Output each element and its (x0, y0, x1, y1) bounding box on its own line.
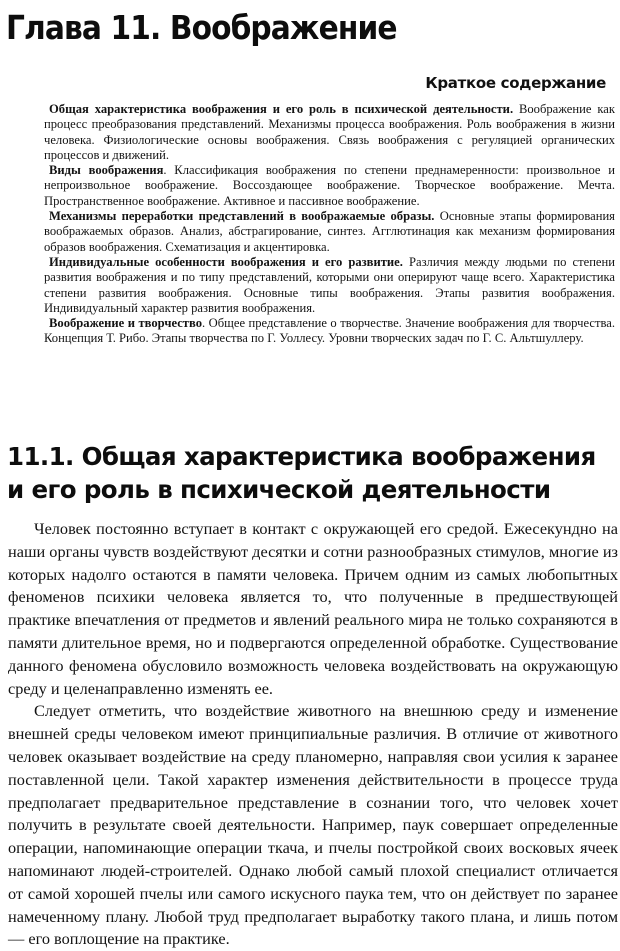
body-paragraph: Человек постоянно вступает в контакт с окружающей его средой. Ежесекундно на наши органы чувств воздействуют десятки и сотни разнообразных стимулов, многие из которых надолго остаются в памяти человека. Причем одним из самых любопытных феноменов психики человека является то, что полученные в предшествующей практике впечатления от предметов и явлений реального мира не только сохраняются в памяти длительное время, но и подвергаются определенной обработке. Существование данного феномена обусловило возможность человека воздействовать на окружающую среду и целенаправленно изменять ее. (8, 519, 618, 698)
section-title-line: 11.1. Общая характеристика воображения (7, 442, 596, 471)
summary-item-text: . Общее представление о творчестве. Значение воображения для творчества. Концепция Т. Рибо. Этапы творчества по Г. Уоллесу. Уровни творческих задач по Г. С. Альтшуллеру. (44, 316, 616, 346)
summary-item-text: Основные этапы формирования воображаемых образов. Анализ, абстрагирование, синтез. Агглютинация как механизм формирования образов воображения. Схематизация и акцентировка. (44, 209, 615, 254)
chapter-summary (44, 101, 615, 347)
summary-item-text: Воображение как процесс преобразования представлений. Механизмы процесса воображения. Роль воображения в жизни человека. Физиологические основы воображения. Связь воображения с регуляцией органических процессов и движений. (44, 102, 615, 162)
summary-item-text: . Классификация воображения по степени преднамеренности: произвольное и непроизвольное воображение. Воссоздающее воображение. Творческое воображение. Мечта. Пространственное воображение. Активное и пассивное воображение. (44, 163, 615, 208)
summary-item (44, 209, 615, 255)
summary-item-lead: Виды воображения (49, 163, 164, 178)
section-body (8, 518, 618, 951)
section-title-line: и его роль в психической деятельности (7, 475, 551, 504)
summary-item-lead: Индивидуальные особенности воображения и его развитие. (49, 254, 403, 269)
summary-item-text: Различия между людьми по степени развития воображения и по типу представлений, которыми они оперируют чаще всего. Характеристика степени развития воображения. Основные типы воображения. Этапы развития воображения. Индивидуальный характер развития воображения. (44, 254, 615, 315)
summary-item (44, 102, 615, 163)
body-paragraph: Следует отметить, что воздействие животного на внешнюю среду и изменение внешней среды человеком имеют принципиальные различия. В отличие от животного человек оказывает воздействие на среду планомерно, направляя свои усилия к заранее поставленной цели. Такой характер изменения действительности в процессе труда предполагает предварительное представление в сознании того, что человек хочет получить в результате своей деятельности. Например, паук совершает определенные операции, напоминающие операции ткача, и пчелы постройкой своих восковых ячеек напоминают людей-строителей. Однако любой самый плохой специалист отличается от самой хорошей пчелы или самого искусного паука тем, что он действует по заранее намеченному плану. Любой труд предполагает выработку такого плана, и лишь потом — его воплощение на практике. (8, 701, 618, 949)
summary-item-lead: Воображение и творчество (49, 316, 203, 331)
summary-item (44, 255, 615, 316)
summary-item-lead: Общая характеристика воображения и его роль в психической деятельности. (49, 102, 514, 116)
chapter-title: Глава 11. Воображение (6, 8, 397, 47)
summary-item (44, 316, 615, 347)
summary-item-lead: Механизмы переработки представлений в воображаемые образы. (49, 209, 435, 224)
section-title (7, 440, 596, 506)
summary-heading: Краткое содержание (425, 74, 606, 92)
summary-item (44, 163, 615, 209)
